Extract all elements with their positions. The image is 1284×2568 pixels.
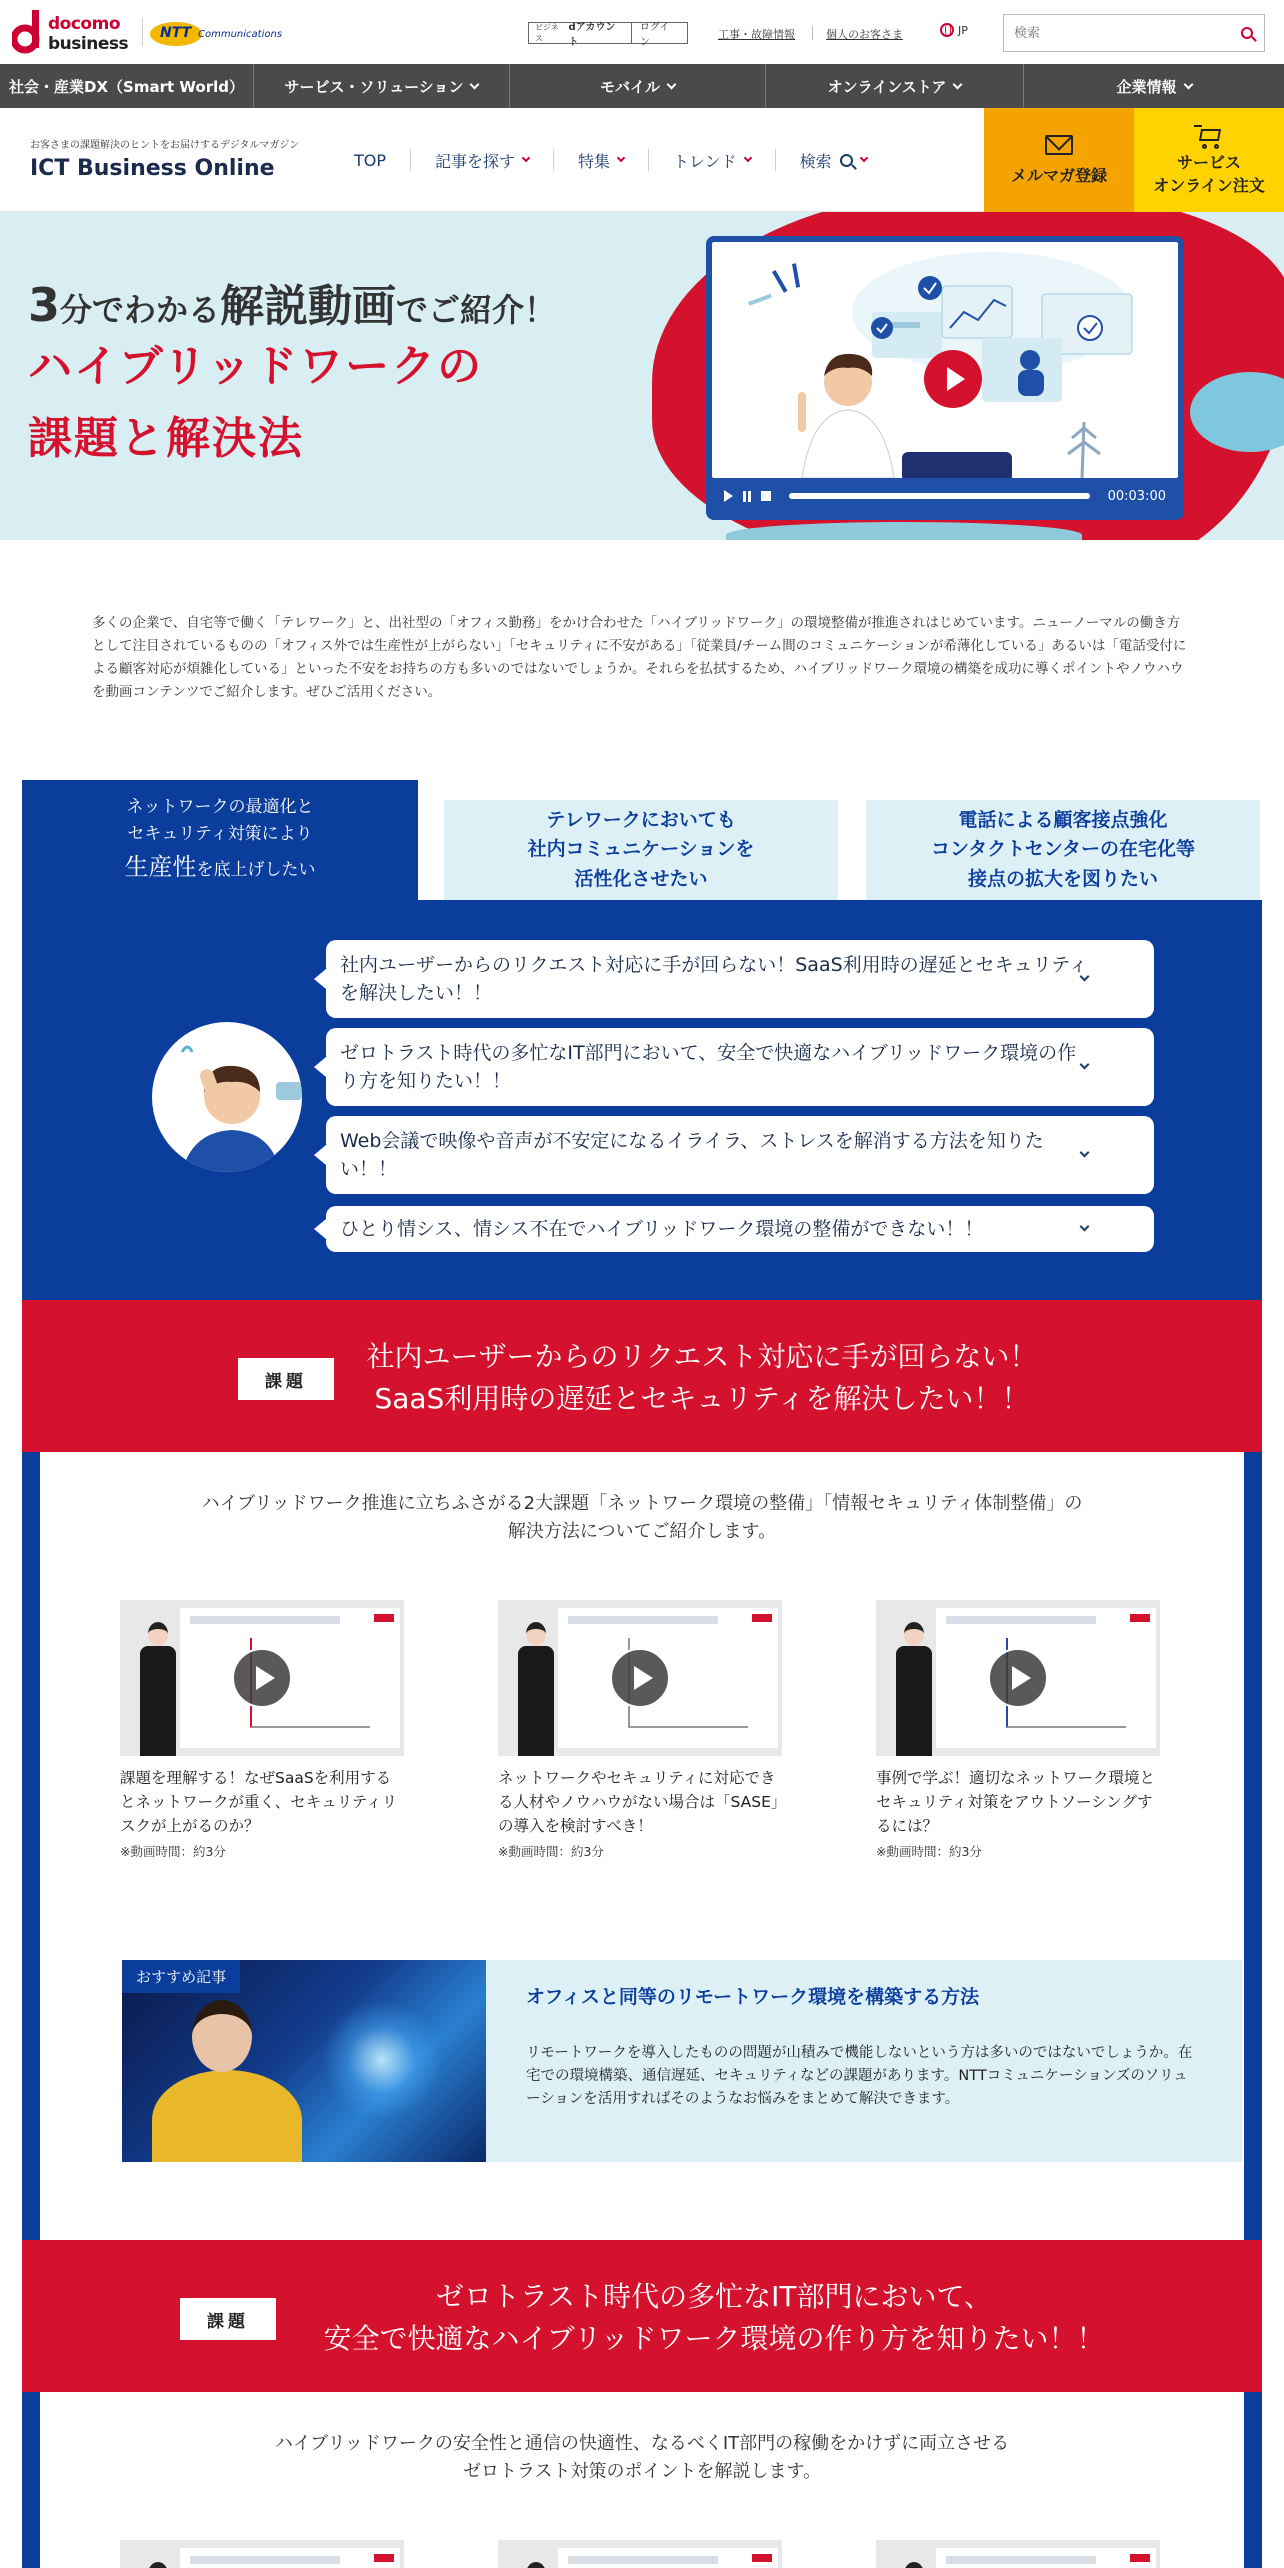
worried-person-illustration bbox=[152, 1022, 302, 1172]
issue-1-frame bbox=[22, 1452, 1262, 2240]
slide-preview bbox=[936, 2548, 1156, 2568]
video-title[interactable]: 事例で学ぶ！適切なネットワーク環境とセキュリティ対策をアウトソーシングするには？ bbox=[876, 1769, 1156, 1836]
issue-1-lead bbox=[40, 1490, 1244, 1546]
presenter-figure bbox=[892, 2562, 936, 2568]
ntt-communications-logo[interactable] bbox=[150, 20, 283, 48]
video-thumbnail[interactable] bbox=[120, 2540, 404, 2568]
issue-title bbox=[284, 2276, 1144, 2360]
utility-bar bbox=[0, 0, 1284, 64]
tab-contact-center[interactable] bbox=[866, 800, 1260, 900]
tab-label-emphasis bbox=[125, 848, 316, 886]
issue-2-content bbox=[40, 2392, 1244, 2568]
video-duration-note: ※動画時間：約3分 bbox=[876, 1844, 982, 1860]
site-nav-label: 記事を探す bbox=[435, 151, 516, 171]
tab-communication[interactable] bbox=[444, 800, 838, 900]
newsletter-label: メルマガ登録 bbox=[1010, 165, 1107, 185]
issue-banner-1 bbox=[22, 1300, 1262, 1452]
chevron-down-icon bbox=[1080, 1222, 1090, 1232]
online-order-label-2: オンライン注文 bbox=[1153, 176, 1265, 195]
questions-panel bbox=[22, 900, 1262, 1300]
newsletter-button[interactable] bbox=[984, 108, 1134, 212]
issue-1-content bbox=[40, 1452, 1244, 2240]
gnav-item-services[interactable] bbox=[254, 64, 510, 108]
pause-icon[interactable] bbox=[743, 491, 751, 502]
video-title[interactable]: ネットワークやセキュリティに対応できる人材やノウハウがない場合は「SASE」の導入を検討すべき！ bbox=[498, 1769, 779, 1836]
video-duration-note: ※動画時間：約3分 bbox=[120, 1844, 226, 1860]
tab-label: 活性化させたい bbox=[574, 867, 708, 890]
video-thumbnail[interactable] bbox=[498, 1600, 782, 1756]
issue-badge: 課題 bbox=[238, 1358, 334, 1400]
tab-productivity[interactable] bbox=[22, 780, 418, 900]
gnav-label: サービス・ソリューション bbox=[284, 77, 464, 96]
hero-emphasis: 解説動画 bbox=[220, 281, 397, 332]
cart-icon bbox=[1194, 125, 1224, 149]
site-tagline: お客さまの課題解決のヒントをお届けするデジタルマガジン bbox=[30, 140, 300, 151]
video-thumbnail[interactable] bbox=[498, 2540, 782, 2568]
question-one-person-it[interactable] bbox=[326, 1206, 1154, 1252]
site-name[interactable]: ICT Business Online bbox=[30, 156, 275, 181]
chevron-down-icon bbox=[859, 154, 867, 162]
video-screen bbox=[712, 242, 1178, 478]
maintenance-info-link[interactable]: 工事・故障情報 bbox=[718, 28, 795, 41]
tab-label: ネットワークの最適化と bbox=[126, 796, 314, 817]
hero-banner bbox=[0, 212, 1284, 540]
logo-text-communications: Communications bbox=[198, 29, 283, 40]
globe-icon bbox=[940, 23, 954, 37]
d-account-small-label: ビジネス bbox=[535, 23, 559, 43]
seek-bar[interactable] bbox=[789, 493, 1090, 499]
docomo-d-icon bbox=[12, 10, 42, 54]
chevron-down-icon bbox=[667, 79, 677, 89]
tab-label: テレワークにおいても bbox=[546, 808, 736, 831]
site-nav-articles[interactable] bbox=[411, 149, 554, 171]
hero-text: でご紹介！ bbox=[396, 291, 557, 329]
article-description: リモートワークを導入したものの問題が山積みで機能しないという方は多いのではないでしょうか。在宅での環境構築、通信遅延、セキュリティなどの課題があります。NTTコミュニケーションズのソリューションを活用すればそのようなお悩みをまとめて解決できます。 bbox=[526, 2045, 1193, 2108]
chevron-down-icon bbox=[1183, 79, 1193, 89]
issue-1-lead-line-1: ハイブリッドワーク推進に立ちふさがる2大課題「ネットワーク環境の整備」「情報セキュリティ体制整備」の bbox=[201, 1493, 1083, 1514]
play-icon[interactable] bbox=[724, 490, 733, 502]
hero-number: 3 bbox=[28, 278, 61, 332]
video-card-6[interactable] bbox=[876, 2540, 1160, 2568]
d-account-login[interactable] bbox=[528, 22, 688, 48]
gnav-label: 社会・産業DX（Smart World） bbox=[9, 77, 244, 96]
video-card-4[interactable] bbox=[120, 2540, 404, 2568]
video-title[interactable]: 課題を理解する！なぜSaaSを利用するとネットワークが重く、セキュリティリスクが上がるのか？ bbox=[120, 1769, 398, 1836]
tab-label: 電話による顧客接点強化 bbox=[958, 808, 1168, 831]
search-icon bbox=[840, 154, 853, 167]
question-zero-trust[interactable] bbox=[326, 1028, 1154, 1106]
article-title[interactable]: オフィスと同等のリモートワーク環境を構築する方法 bbox=[526, 1986, 980, 2008]
issue-title-line-2: SaaS利用時の遅延とセキュリティを解決したい！！ bbox=[374, 1382, 1030, 1415]
gnav-item-smart-world[interactable] bbox=[0, 64, 254, 108]
gnav-item-mobile[interactable] bbox=[510, 64, 766, 108]
gnav-label: モバイル bbox=[599, 77, 660, 96]
site-nav bbox=[330, 108, 891, 212]
tab-label: 接点の拡大を図りたい bbox=[967, 867, 1158, 890]
issue-2-lead-line-1: ハイブリッドワークの安全性と通信の快適性、なるべくIT部門の稼働をかけずに両立させる bbox=[274, 2433, 1010, 2454]
question-text: ゼロトラスト時代の多忙なIT部門において、安全で快適なハイブリッドワーク環境の作り方を知りたい！！ bbox=[340, 1041, 1077, 1092]
video-card-1[interactable] bbox=[120, 1600, 404, 1860]
intro-text: 多くの企業で、自宅等で働く「テレワーク」と、出社型の「オフィス勤務」をかけ合わせた「ハイブリッドワーク」の環境整備が推進されはじめています。ニューノーマルの働き方として注目されているものの「オフィス外では生産性が上がらない」「セキュリティに不安がある」「従業員/チーム間のコミュニケーションが希薄化している」あるいは「電話受付による顧客対応が煩雑化している」といった不安をお持ちの方も多いのではないでしょうか。それらを払拭するため、ハイブリッドワーク環境の構築を成功に導くポイントやノウハウを動画コンテンツでご紹介します。ぜひご活用ください。 bbox=[92, 615, 1187, 700]
site-nav-label: 特集 bbox=[578, 151, 611, 171]
site-nav-top[interactable] bbox=[330, 149, 411, 171]
tab-emphasis-rest: を底上げしたい bbox=[196, 859, 316, 880]
site-nav-trend[interactable] bbox=[649, 149, 776, 171]
language-selector[interactable] bbox=[940, 23, 968, 37]
video-card-5[interactable] bbox=[498, 2540, 782, 2568]
question-text: 社内ユーザーからのリクエスト対応に手が回らない！SaaS利用時の遅延とセキュリティを解決したい！！ bbox=[340, 953, 1088, 1004]
presenter-figure bbox=[514, 2562, 558, 2568]
video-player[interactable] bbox=[706, 236, 1184, 520]
recommended-article[interactable] bbox=[122, 1960, 1242, 2162]
tab-label: コンタクトセンターの在宅化等 bbox=[931, 838, 1195, 861]
site-nav-label: トレンド bbox=[673, 151, 737, 171]
presenter-figure bbox=[514, 1622, 558, 1756]
issue-banner-2 bbox=[22, 2240, 1262, 2392]
question-text: ひとり情シス、情シス不在でハイブリッドワーク環境の整備ができない！！ bbox=[340, 1217, 984, 1240]
issue-1-lead-line-2: 解決方法についてご紹介します。 bbox=[507, 1520, 777, 1542]
video-duration-note: ※動画時間：約3分 bbox=[498, 1844, 604, 1860]
site-header bbox=[0, 108, 1284, 212]
question-saas[interactable] bbox=[326, 940, 1154, 1018]
play-icon[interactable] bbox=[924, 350, 982, 408]
login-link[interactable]: ログイン bbox=[639, 22, 670, 48]
issue-title bbox=[342, 1336, 1062, 1420]
play-icon[interactable] bbox=[610, 1648, 670, 1708]
gnav-label: オンラインストア bbox=[827, 77, 947, 96]
site-search bbox=[1003, 14, 1265, 52]
question-text: Web会議で映像や音声が不安定になるイライラ、ストレスを解消する方法を知りたい！！ bbox=[340, 1129, 1044, 1180]
search-input[interactable] bbox=[1004, 15, 1230, 51]
search-button[interactable] bbox=[1230, 15, 1264, 51]
tab-label: セキュリティ対策により bbox=[127, 823, 313, 844]
tab-label: 社内コミュニケーションを bbox=[527, 838, 755, 861]
global-nav bbox=[0, 64, 1284, 108]
issue-title-line-1: 社内ユーザーからのリクエスト対応に手が回らない！ bbox=[366, 1340, 1038, 1373]
site-nav-search[interactable] bbox=[776, 149, 891, 171]
video-thumbnail[interactable] bbox=[876, 1600, 1160, 1756]
issue-2-lead bbox=[40, 2430, 1244, 2486]
issue-2-frame bbox=[22, 2392, 1262, 2568]
mail-icon bbox=[1045, 135, 1073, 155]
stop-icon[interactable] bbox=[761, 491, 771, 501]
site-nav-label: TOP bbox=[354, 150, 387, 170]
video-card-2[interactable] bbox=[498, 1600, 782, 1860]
video-duration: 00:03:00 bbox=[1107, 488, 1166, 504]
chevron-down-icon bbox=[743, 154, 751, 162]
d-account-text: dアカウント bbox=[568, 22, 616, 48]
gnav-item-online-store[interactable] bbox=[766, 64, 1024, 108]
search-icon bbox=[1241, 27, 1253, 39]
presenter-figure bbox=[136, 2562, 180, 2568]
issue-title-line-2: 安全で快適なハイブリッドワーク環境の作り方を知りたい！！ bbox=[323, 2322, 1105, 2355]
video-controls bbox=[712, 480, 1178, 512]
logo-divider bbox=[142, 18, 143, 46]
gnav-label: 企業情報 bbox=[1116, 77, 1177, 96]
chevron-down-icon bbox=[522, 154, 530, 162]
video-thumbnail[interactable] bbox=[876, 2540, 1160, 2568]
personal-customers-link[interactable]: 個人のお客さま bbox=[826, 28, 903, 41]
hero-text: 分でわかる bbox=[60, 291, 221, 329]
presenter-figure bbox=[136, 1622, 180, 1756]
chevron-down-icon bbox=[617, 154, 625, 162]
video-card-3[interactable] bbox=[876, 1600, 1160, 1860]
chevron-down-icon bbox=[953, 79, 963, 89]
logo-text-business: business bbox=[48, 34, 129, 54]
play-icon[interactable] bbox=[988, 1648, 1048, 1708]
language-label: JP bbox=[958, 23, 968, 37]
slide-preview bbox=[180, 2548, 400, 2568]
issue-badge: 課題 bbox=[180, 2298, 276, 2340]
util-divider bbox=[812, 26, 813, 40]
site-nav-label: 検索 bbox=[799, 151, 832, 171]
worried-person-avatar bbox=[152, 1022, 302, 1172]
logo-text-docomo: docomo bbox=[48, 14, 120, 34]
play-icon[interactable] bbox=[232, 1648, 292, 1708]
hero-subtitle bbox=[28, 270, 556, 334]
online-order-button[interactable] bbox=[1134, 108, 1284, 212]
site-nav-features[interactable] bbox=[554, 149, 649, 171]
question-web-meeting[interactable] bbox=[326, 1116, 1154, 1194]
d-account-label bbox=[529, 22, 632, 48]
slide-preview bbox=[558, 2548, 778, 2568]
issue-title-line-1: ゼロトラスト時代の多忙なIT部門において、 bbox=[436, 2280, 992, 2313]
docomo-business-logo[interactable] bbox=[12, 8, 132, 56]
gnav-item-company[interactable] bbox=[1024, 64, 1284, 108]
recommended-badge: おすすめ記事 bbox=[122, 1960, 240, 1993]
hero-title-line-2: 課題と解決法 bbox=[28, 413, 304, 464]
tab-emphasis: 生産性 bbox=[124, 852, 197, 881]
presenter-figure bbox=[892, 1622, 936, 1756]
online-order-label-1: サービス bbox=[1176, 152, 1241, 172]
video-thumbnail[interactable] bbox=[120, 1600, 404, 1756]
hero-title-line-1: ハイブリッドワークの bbox=[28, 341, 484, 392]
issue-2-lead-line-2: ゼロトラスト対策のポイントを解説します。 bbox=[462, 2460, 822, 2482]
logo-text-ntt: NTT bbox=[160, 25, 192, 41]
chevron-down-icon bbox=[470, 79, 480, 89]
